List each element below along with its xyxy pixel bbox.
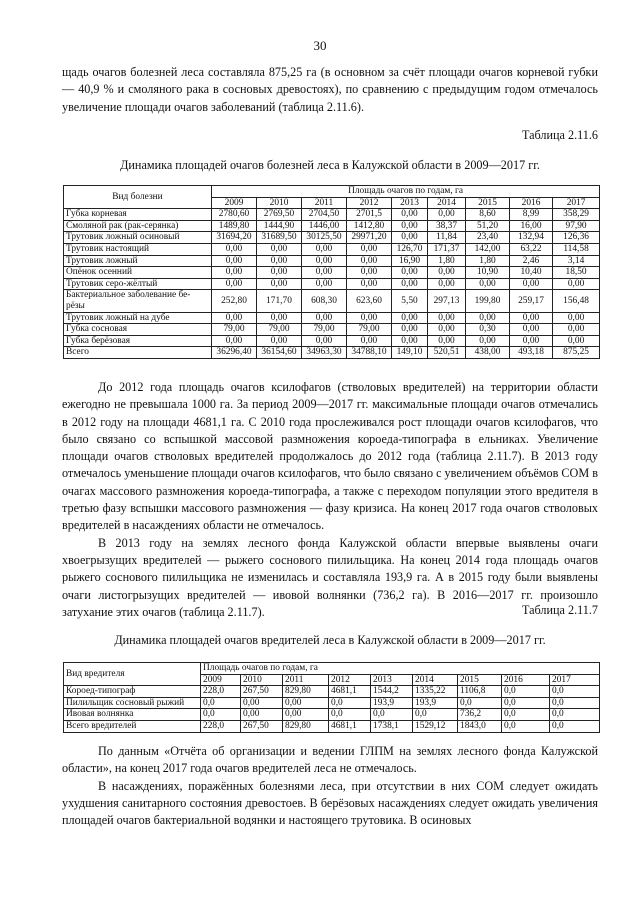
table-cell: 829,80: [283, 720, 329, 732]
table-row: [64, 232, 600, 244]
year-header: 2010: [241, 674, 283, 686]
table-cell: 34788,10: [347, 347, 392, 359]
year-header: 2013: [392, 197, 428, 209]
table-cell: 0,00: [510, 335, 553, 347]
table-cell: 1412,80: [347, 220, 392, 232]
table-cell: 0,00: [302, 278, 347, 290]
table-cell: 0,00: [392, 324, 428, 336]
table-cell: 228,0: [201, 686, 241, 698]
table-cell: 1444,90: [257, 220, 302, 232]
table-cell: 31689,50: [257, 232, 302, 244]
table-cell: 0,00: [466, 335, 510, 347]
table-cell: 0,00: [347, 278, 392, 290]
table-cell: 31694,20: [212, 232, 257, 244]
table-cell: 228,0: [201, 720, 241, 732]
row-label: Губка берёзовая: [64, 335, 212, 347]
table-cell: 0,00: [212, 243, 257, 255]
table-row: [64, 709, 600, 721]
table-cell: 0,0: [502, 697, 550, 709]
table-cell: 0,00: [392, 232, 428, 244]
table-cell: 0,00: [392, 220, 428, 232]
table-cell: 252,80: [212, 290, 257, 312]
row-label: Трутовик серо-жёлтый: [64, 278, 212, 290]
table-cell: 0,0: [550, 720, 600, 732]
table-cell: 267,50: [241, 686, 283, 698]
table-cell: 4681,1: [329, 720, 371, 732]
row-label: Трутовик ложный на дубе: [64, 312, 212, 324]
table-cell: 0,30: [466, 324, 510, 336]
row-label: Губка корневая: [64, 209, 212, 221]
year-header: 2015: [466, 197, 510, 209]
table-cell: 193,9: [413, 697, 458, 709]
row-label: Короед-типограф: [64, 686, 201, 698]
table-row: [64, 720, 600, 732]
diseases-table: [63, 185, 600, 359]
body-text-block: [62, 379, 598, 621]
table-cell: 0,00: [302, 335, 347, 347]
table-cell: 0,00: [428, 312, 466, 324]
table-cell: 0,00: [302, 243, 347, 255]
paragraph: В насаждениях, поражённых болезнями леса, при отсутствии в них СОМ следует ожидать ухудшения санитарного состояния древостоев. В берёзовых насаждениях следует ожидать увеличения площадей очагов бактериальной водянки и настоящего трутовика. В осиновых: [62, 778, 598, 828]
table-cell: 0,0: [502, 709, 550, 721]
table-cell: 0,00: [347, 267, 392, 279]
table-cell: 0,0: [371, 709, 413, 721]
paragraph: По данным «Отчёта об организации и ведении ГЛПМ на землях лесного фонда Калужской области», на конец 2017 года очагов вредителей леса не отмечалось.: [62, 744, 598, 776]
table-cell: 0,00: [257, 278, 302, 290]
table-caption: Динамика площадей очагов вредителей леса в Калужской области в 2009—2017 гг.: [114, 633, 546, 647]
table-cell: 0,00: [428, 324, 466, 336]
table-cell: 0,00: [428, 335, 466, 347]
table-row: [64, 335, 600, 347]
row-label: Трутовик настоящий: [64, 243, 212, 255]
table-cell: 0,00: [428, 278, 466, 290]
table-cell: 10,90: [466, 267, 510, 279]
table-cell: 0,00: [553, 278, 600, 290]
table-cell: 0,0: [502, 720, 550, 732]
table-cell: 16,90: [392, 255, 428, 267]
table-cell: 11,84: [428, 232, 466, 244]
row-label: Пилильщик сосновый рыжий: [64, 697, 201, 709]
row-label: Всего вредителей: [64, 720, 201, 732]
table-row: [64, 209, 600, 221]
table-cell: 0,00: [466, 278, 510, 290]
table-cell: 2769,50: [257, 209, 302, 221]
table-cell: 0,0: [550, 686, 600, 698]
paragraph: В 2013 году на землях лесного фонда Калужской области впервые выявлены очаги хвоегрызущих вредителей — рыжего соснового пилильщика. На конец 2014 года площадь очагов рыжего соснового пилильщика не изменилась и составляла 193,9 га. А в 2015 году были выявлены очаги листогрызущих вредителей — ивовой волнянки (736,2 га). В 2016—2017 гг. произошло затухание этих очагов (таблица 2.11.7).: [62, 535, 598, 619]
table-cell: 0,00: [257, 267, 302, 279]
table-cell: 0,00: [347, 243, 392, 255]
table-cell: 30125,50: [302, 232, 347, 244]
table-row: [64, 324, 600, 336]
year-header: 2010: [257, 197, 302, 209]
table-cell: 142,00: [466, 243, 510, 255]
table-cell: 875,25: [553, 347, 600, 359]
table-cell: 1,80: [428, 255, 466, 267]
year-header: 2017: [553, 197, 600, 209]
table-cell: 34963,30: [302, 347, 347, 359]
table-label: Таблица 2.11.7: [521, 603, 598, 617]
table-cell: 8,60: [466, 209, 510, 221]
table-cell: 193,9: [371, 697, 413, 709]
table-cell: 259,17: [510, 290, 553, 312]
table-row: [64, 312, 600, 324]
table-cell: 0,00: [212, 278, 257, 290]
table-cell: 2780,60: [212, 209, 257, 221]
table-cell: 493,18: [510, 347, 553, 359]
table-cell: 1843,0: [458, 720, 502, 732]
table-cell: 0,00: [510, 278, 553, 290]
table-cell: 18,50: [553, 267, 600, 279]
paragraph: До 2012 года площадь очагов ксилофагов (стволовых вредителей) на территории области ежегодно не превышала 1000 га. За период 2009—2017 гг. максимальные площади очагов отмечались в 2012 году на площади 4681,1 га. С 2010 года прослеживался рост площади очагов ксилофагов, что было связано со вспышкой массовой размножения короеда-типографа в ельниках. Увеличение площади очагов стволовых вредителей продолжалось до 2012 года (таблица 2.11.7). В 2013 году отмечалось уменьшение площади очагов ксилофагов, что было связано с увеличением объёмов СОМ в очагах массового размножения короеда-типографа, а также с переходом популяции этого вредителя в третью фазу вспышки массового размножения — фазу кризиса. На конец 2017 года очагов стволовых вредителей в насаждениях области не отмечалось.: [62, 380, 598, 533]
table-row: [64, 278, 600, 290]
table-cell: 0,00: [466, 312, 510, 324]
table-cell: 0,00: [553, 324, 600, 336]
table-row: [64, 243, 600, 255]
table-cell: 0,0: [550, 709, 600, 721]
table-cell: 1544,2: [371, 686, 413, 698]
year-header: 2016: [502, 674, 550, 686]
table-cell: 0,0: [201, 709, 241, 721]
table-cell: 0,0: [550, 697, 600, 709]
closing-text-block: [62, 743, 598, 829]
table-cell: 1446,00: [302, 220, 347, 232]
table-cell: 0,00: [257, 243, 302, 255]
table-cell: 171,37: [428, 243, 466, 255]
year-header: 2015: [458, 674, 502, 686]
row-label: Всего: [64, 347, 212, 359]
table-cell: 0,00: [428, 209, 466, 221]
table-cell: 438,00: [466, 347, 510, 359]
table-cell: 0,0: [458, 697, 502, 709]
table-cell: 0,00: [392, 312, 428, 324]
table-cell: 0,00: [510, 312, 553, 324]
group-header: Площадь очагов по годам, га: [201, 663, 600, 675]
table-caption: Динамика площадей очагов болезней леса в Калужской области в 2009—2017 гг.: [120, 158, 540, 172]
intro-paragraph-block: [62, 64, 598, 116]
table-cell: 0,00: [257, 255, 302, 267]
table-cell: 0,00: [257, 312, 302, 324]
table-cell: 51,20: [466, 220, 510, 232]
table-cell: 132,94: [510, 232, 553, 244]
table-cell: 36154,60: [257, 347, 302, 359]
table-cell: 126,36: [553, 232, 600, 244]
table-cell: 0,0: [201, 697, 241, 709]
year-header: 2014: [428, 197, 466, 209]
table-cell: 79,00: [347, 324, 392, 336]
table-cell: 79,00: [257, 324, 302, 336]
table-cell: 1489,80: [212, 220, 257, 232]
row-label: Ивовая волнянка: [64, 709, 201, 721]
table-cell: 0,00: [212, 312, 257, 324]
table-cell: 0,00: [257, 335, 302, 347]
paragraph: щадь очагов болезней леса составляла 875,25 га (в основном за счёт площади очагов корневой губки — 40,9 % и смоляного рака в сосновых древостоях), по сравнению с предыдущим годом отмечалось увеличение площади очагов заболеваний (таблица 2.11.6).: [62, 65, 598, 114]
table-cell: 0,00: [392, 335, 428, 347]
table-cell: 358,29: [553, 209, 600, 221]
table-row: [64, 255, 600, 267]
table-cell: 0,0: [329, 697, 371, 709]
table-cell: 267,50: [241, 720, 283, 732]
page-number: 30: [313, 38, 327, 53]
table-cell: 63,22: [510, 243, 553, 255]
table-cell: 114,58: [553, 243, 600, 255]
row-label: Бактериальное заболевание бе- рёзы: [64, 290, 212, 312]
table-cell: 97,90: [553, 220, 600, 232]
table-cell: 0,00: [347, 312, 392, 324]
table-cell: 0,00: [392, 267, 428, 279]
year-header: 2013: [371, 674, 413, 686]
table-cell: 16,00: [510, 220, 553, 232]
year-header: 2009: [201, 674, 241, 686]
table-cell: 126,70: [392, 243, 428, 255]
year-header: 2016: [510, 197, 553, 209]
table-cell: 1738,1: [371, 720, 413, 732]
table-row: [64, 290, 600, 312]
column-header: Вид болезни: [64, 186, 212, 209]
table-cell: 79,00: [302, 324, 347, 336]
table-cell: 297,13: [428, 290, 466, 312]
table-label: Таблица 2.11.6: [521, 128, 598, 142]
year-header: 2017: [550, 674, 600, 686]
table-cell: 8,99: [510, 209, 553, 221]
table-cell: 0,00: [302, 312, 347, 324]
year-header: 2009: [212, 197, 257, 209]
table-cell: 0,00: [212, 335, 257, 347]
table-cell: 0,00: [510, 324, 553, 336]
table-cell: 29971,20: [347, 232, 392, 244]
table-cell: 1335,22: [413, 686, 458, 698]
year-header: 2011: [302, 197, 347, 209]
table-cell: 0,00: [347, 255, 392, 267]
table-cell: 0,00: [392, 278, 428, 290]
table-cell: 23,40: [466, 232, 510, 244]
table-row: [64, 220, 600, 232]
table-cell: 520,51: [428, 347, 466, 359]
table-cell: 36296,40: [212, 347, 257, 359]
table-cell: 4681,1: [329, 686, 371, 698]
pests-table: [63, 662, 600, 733]
table-cell: 10,40: [510, 267, 553, 279]
table-cell: 0,00: [241, 697, 283, 709]
year-header: 2011: [283, 674, 329, 686]
table-cell: 79,00: [212, 324, 257, 336]
column-header: Вид вредителя: [64, 663, 201, 686]
table-cell: 0,00: [302, 255, 347, 267]
row-label: Губка сосновая: [64, 324, 212, 336]
table-cell: 0,0: [329, 709, 371, 721]
table-cell: 5,50: [392, 290, 428, 312]
table-cell: 2701,5: [347, 209, 392, 221]
table-cell: 2,46: [510, 255, 553, 267]
table-row: [64, 686, 600, 698]
row-label: Смоляной рак (рак-серянка): [64, 220, 212, 232]
table-cell: 0,0: [413, 709, 458, 721]
table-cell: 608,30: [302, 290, 347, 312]
table-row: [64, 347, 600, 359]
table-cell: 0,00: [428, 267, 466, 279]
table-cell: 1106,8: [458, 686, 502, 698]
group-header: Площадь очагов по годам, га: [212, 186, 600, 198]
table-cell: 38,37: [428, 220, 466, 232]
table-cell: 1529,12: [413, 720, 458, 732]
table-cell: 0,00: [347, 335, 392, 347]
table-row: [64, 267, 600, 279]
table-row: [64, 697, 600, 709]
table-cell: 171,70: [257, 290, 302, 312]
year-header: 2012: [329, 674, 371, 686]
table-cell: 1,80: [466, 255, 510, 267]
table-cell: 0,00: [553, 335, 600, 347]
year-header: 2012: [347, 197, 392, 209]
table-cell: 149,10: [392, 347, 428, 359]
table-cell: 829,80: [283, 686, 329, 698]
table-cell: 0,00: [283, 697, 329, 709]
row-label: Опёнок осенний: [64, 267, 212, 279]
table-cell: 0,00: [392, 209, 428, 221]
table-cell: 2704,50: [302, 209, 347, 221]
table-cell: 199,80: [466, 290, 510, 312]
table-cell: 623,60: [347, 290, 392, 312]
table-cell: 0,00: [212, 267, 257, 279]
row-label: Трутовик ложный осиновый: [64, 232, 212, 244]
table-cell: 156,48: [553, 290, 600, 312]
year-header: 2014: [413, 674, 458, 686]
table-cell: 0,00: [241, 709, 283, 721]
table-cell: 736,2: [458, 709, 502, 721]
row-label: Трутовик ложный: [64, 255, 212, 267]
table-cell: 0,00: [302, 267, 347, 279]
table-cell: 0,00: [212, 255, 257, 267]
table-cell: 0,00: [553, 312, 600, 324]
table-cell: 0,0: [502, 686, 550, 698]
table-cell: 3,14: [553, 255, 600, 267]
table-cell: 0,00: [283, 709, 329, 721]
